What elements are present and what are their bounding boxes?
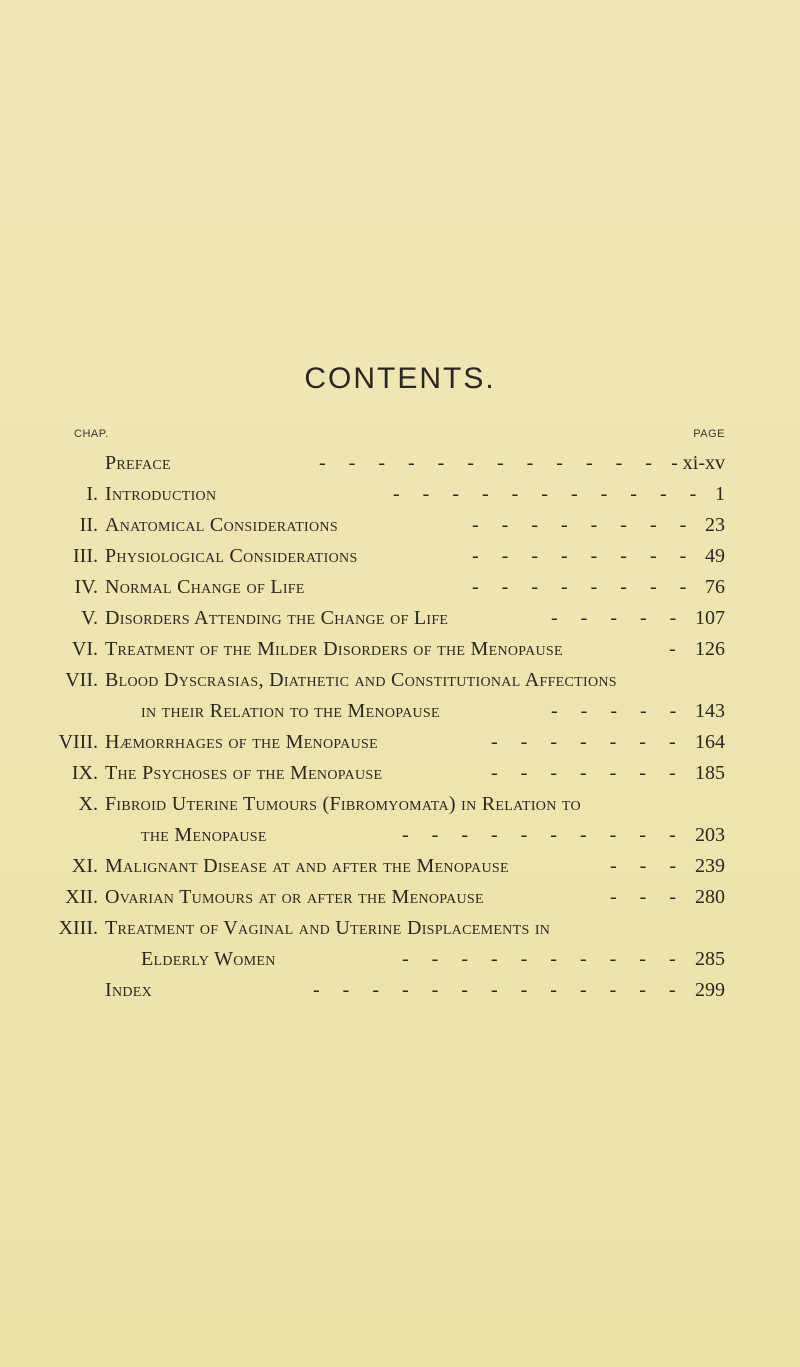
chapter-title: Fibroid Uterine Tumours (Fibromyomata) in Relation to [105,793,581,815]
toc-entry-continuation [0,700,800,732]
chapter-title: Malignant Disease at and after the Menopause [105,855,509,877]
chapter-column-header: CHAP. [74,428,109,440]
toc-entry [0,855,800,887]
chapter-number: IX. [71,762,98,784]
chapter-title: Introduction [105,483,217,505]
page-number: 285 [695,948,725,970]
page-title: CONTENTS. [304,362,496,395]
page-number: 126 [695,638,725,660]
dot-leader: - - - - - - - - - - - - - [313,979,685,1001]
page-number: 1 [715,483,725,505]
chapter-number: VIII. [58,731,98,753]
toc-entry [0,762,800,794]
chapter-number: I. [86,483,98,505]
chapter-number: X. [78,793,98,815]
page-column-header: PAGE [693,428,725,440]
toc-entry [0,545,800,577]
chapter-title: Anatomical Considerations [105,514,338,536]
chapter-number: IV. [74,576,98,598]
page-number: 164 [695,731,725,753]
toc-entry [0,483,800,515]
page-number: 23 [705,514,725,536]
toc-entry [0,452,800,484]
toc-entry [0,886,800,918]
chapter-title-continuation: in their Relation to the Menopause [141,700,440,722]
page-number: 143 [695,700,725,722]
dot-leader: - - - [610,886,685,908]
chapter-number: V. [81,607,98,629]
chapter-title: Hæmorrhages of the Menopause [105,731,378,753]
dot-leader: - - - - - - - - - - - [393,483,706,505]
page-number: 299 [695,979,725,1001]
chapter-number: XIII. [58,917,98,939]
dot-leader: - - - - - - - - [472,514,696,536]
dot-leader: - - - [610,855,685,877]
dot-leader: - - - - - [551,700,686,722]
chapter-title: Preface [105,452,171,474]
dot-leader: - - - - - [551,607,686,629]
dot-leader: - [669,638,685,660]
chapter-title: Disorders Attending the Change of Life [105,607,449,629]
chapter-number: XII. [65,886,98,908]
chapter-title: Index [105,979,153,1001]
page-number: 203 [695,824,725,846]
chapter-number: II. [79,514,98,536]
toc-entry [0,638,800,670]
chapter-number: III. [73,545,98,567]
toc-entry-continuation [0,948,800,980]
toc-entry [0,917,800,949]
dot-leader: - - - - - - - [491,762,685,784]
chapter-number: VI. [71,638,98,660]
page-number: 76 [705,576,725,598]
chapter-title: Treatment of Vaginal and Uterine Displacements in [105,917,551,939]
chapter-title: Ovarian Tumours at or after the Menopause [105,886,484,908]
chapter-title-continuation: the Menopause [141,824,267,846]
chapter-number: XI. [71,855,98,877]
toc-entry [0,576,800,608]
toc-entry [0,731,800,763]
page-number: 107 [695,607,725,629]
chapter-title: Physiological Considerations [105,545,358,567]
dot-leader: - - - - - - - - - - [402,948,685,970]
toc-entry [0,793,800,825]
page-number: 280 [695,886,725,908]
page-number: 239 [695,855,725,877]
toc-entry-continuation [0,824,800,856]
toc-entry [0,979,800,1011]
dot-leader: - - - - - - - - - - [402,824,685,846]
toc-entry [0,607,800,639]
chapter-number: VII. [65,669,98,691]
chapter-title: The Psychoses of the Menopause [105,762,383,784]
toc-entry [0,514,800,546]
page-number: - xi-xv [671,452,725,474]
page-number: 49 [705,545,725,567]
dot-leader: - - - - - - - [491,731,685,753]
chapter-title: Normal Change of Life [105,576,305,598]
chapter-title-continuation: Elderly Women [141,948,276,970]
toc-entry [0,669,800,701]
page-number: 185 [695,762,725,784]
chapter-title: Treatment of the Milder Disorders of the Menopause [105,638,563,660]
dot-leader: - - - - - - - - [472,545,696,567]
dot-leader: - - - - - - - - - - - - [319,452,661,474]
dot-leader: - - - - - - - - [472,576,696,598]
chapter-title: Blood Dyscrasias, Diathetic and Constitutional Affections [105,669,617,691]
